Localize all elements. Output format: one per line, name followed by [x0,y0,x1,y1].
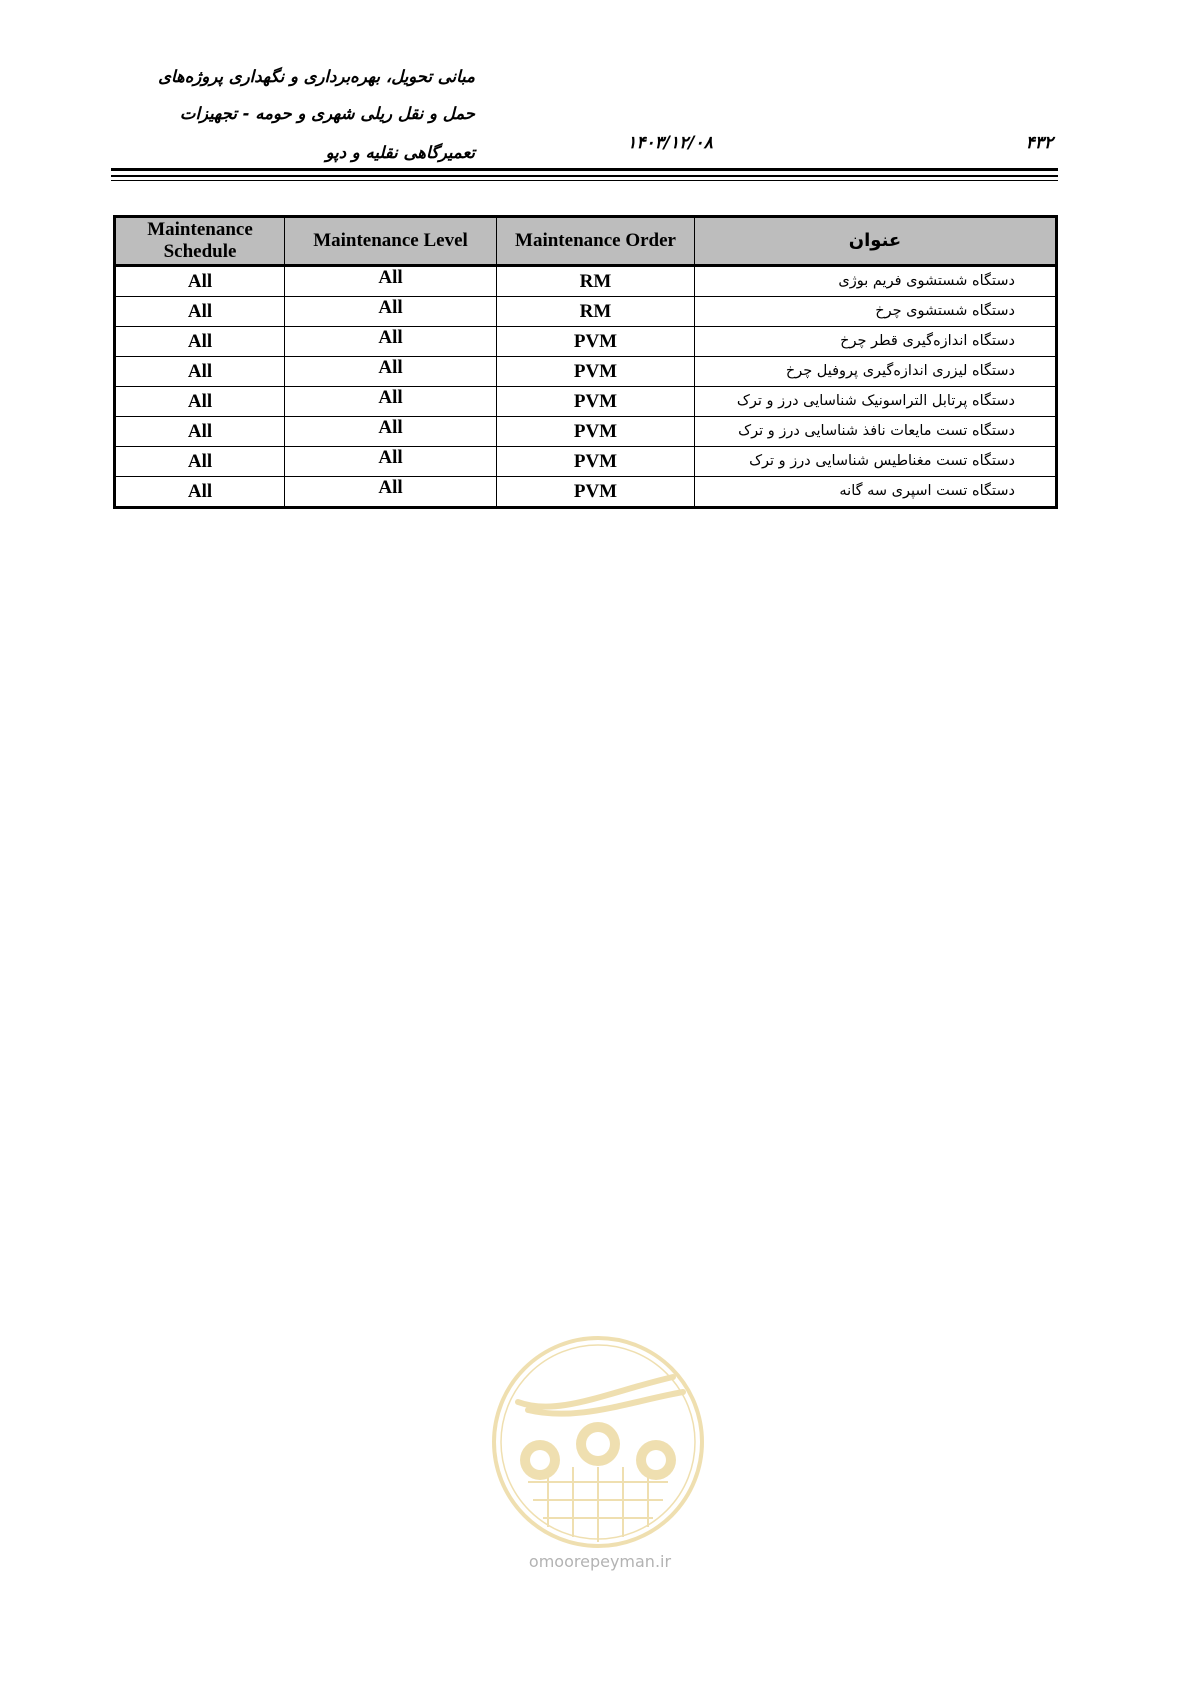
table-row [115,447,1057,477]
table-header-row [115,217,1057,266]
cell-level: All [285,387,497,417]
cell-level: All [285,297,497,327]
header-rule-thick [111,168,1058,171]
cell-schedule: All [115,297,285,327]
cell-order: PVM [497,387,695,417]
cell-level: All [285,266,497,297]
table-row [115,357,1057,387]
table-row [115,477,1057,508]
table-row [115,387,1057,417]
column-header-order: Maintenance Order [497,217,695,266]
cell-title: دستگاه تست مایعات نافذ شناسایی درز و ترک [695,417,1057,447]
table-row [115,327,1057,357]
cell-order: PVM [497,477,695,508]
cell-schedule: All [115,447,285,477]
header-rule-thin [111,180,1058,181]
table-row [115,266,1057,297]
omoorepeyman-logo-watermark [488,1332,708,1552]
cell-schedule: All [115,357,285,387]
cell-schedule: All [115,477,285,508]
column-header-schedule: Maintenance Schedule [115,217,285,266]
table-row [115,417,1057,447]
cell-title: دستگاه اندازه‌گیری قطر چرخ [695,327,1057,357]
cell-title: دستگاه شستشوی چرخ [695,297,1057,327]
cell-schedule: All [115,417,285,447]
cell-level: All [285,447,497,477]
watermark-site-text: omoorepeyman.ir [528,1552,672,1571]
cell-title: دستگاه تست مغناطیس شناسایی درز و ترک [695,447,1057,477]
cell-level: All [285,357,497,387]
cell-order: RM [497,266,695,297]
cell-level: All [285,417,497,447]
cell-order: RM [497,297,695,327]
cell-schedule: All [115,327,285,357]
header-rule-medium [111,175,1058,177]
header-title-line-1: مبانی تحویل، بهره‌برداری و نگهداری پروژه‌های [158,67,475,86]
cell-title: دستگاه لیزری اندازه‌گیری پروفیل چرخ [695,357,1057,387]
cell-schedule: All [115,387,285,417]
header-title-line-2: حمل و نقل ریلی شهری و حومه - تجهیزات [179,104,475,123]
cell-order: PVM [497,327,695,357]
column-header-level: Maintenance Level [285,217,497,266]
maintenance-table [113,215,1058,509]
cell-schedule: All [115,266,285,297]
cell-order: PVM [497,447,695,477]
cell-title: دستگاه تست اسپری سه گانه [695,477,1057,508]
column-header-title: عنوان [695,217,1057,266]
header-title-line-3: تعمیرگاهی نقلیه و دپو [325,143,475,162]
header-date: ۱۴۰۳/۱۲/۰۸ [627,133,713,153]
cell-level: All [285,327,497,357]
table-row [115,297,1057,327]
cell-order: PVM [497,417,695,447]
cell-order: PVM [497,357,695,387]
cell-level: All [285,477,497,508]
cell-title: دستگاه پرتابل التراسونیک شناسایی درز و ترک [695,387,1057,417]
cell-title: دستگاه شستشوی فریم بوژی [695,266,1057,297]
page-number: ۴۳۲ [1025,133,1053,153]
